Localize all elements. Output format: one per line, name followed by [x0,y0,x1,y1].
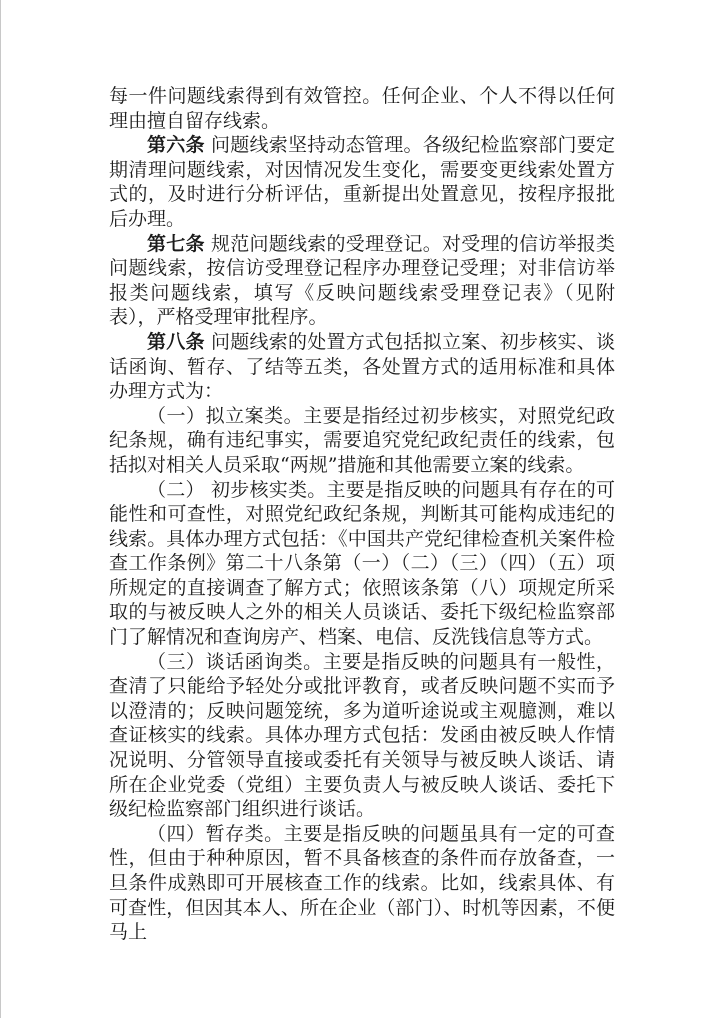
article-6-paragraph [109,133,615,231]
paragraph-text: （三）谈话函询类。主要是指反映的问题具有一般性，查清了只能给予轻处分或批评教育，或者反映问题不实而予以澄清的；反映问题笼统，多为道听途说或主观臆测，难以查证核实的线索。具体办理方式包括：发函由被反映人作情况说明、分管领导直接或委托有关领导与被反映人谈话、请所在企业党委（党组）主要负责人与被反映人谈话、委托下级纪检监察部门组织进行谈话。 [109,650,615,821]
item-4-paragraph [109,822,615,945]
paragraph-text: 规范问题线索的受理登记。对受理的信访举报类问题线索，按信访受理登记程序办理登记受理；对非信访举报类问题线索，填写《反映问题线索受理登记表》（见附表），严格受理审批程序。 [109,232,615,329]
paragraph-continuation [109,84,615,133]
paragraph-text: 问题线索坚持动态管理。各级纪检监察部门要定期清理问题线索，对因情况发生变化，需要变更线索处置方式的，及时进行分析评估，重新提出处置意见，按程序报批后办理。 [109,134,615,230]
paragraph-text: 每一件问题线索得到有效管控。任何企业、个人不得以任何理由擅自留存线索。 [109,85,615,132]
article-number: 第八条 [147,330,205,353]
item-3-paragraph [109,650,615,822]
article-number: 第七条 [147,232,205,255]
paragraph-text: （一）拟立案类。主要是指经过初步核实，对照党纪政纪条规，确有违纪事实，需要追究党纪政纪责任的线索，包括拟对相关人员采取“两规”措施和其他需要立案的线索。 [109,404,615,476]
article-7-paragraph [109,232,615,330]
paragraph-text: （二） 初步核实类。主要是指反映的问题具有存在的可能性和可查性，对照党纪政纪条规，判断其可能构成违纪的线索。具体办理方式包括：《中国共产党纪律检查机关案件检查工作条例》第二十八条第（一）（二）（三）（四）（五）项所规定的直接调查了解方式；依照该条第（八）项规定所采取的与被反映人之外的相关人员谈话、委托下级纪检监察部门了解情况和查询房产、档案、电信、反洗钱信息等方式。 [109,478,615,649]
article-8-paragraph [109,330,615,404]
item-1-paragraph [109,404,615,478]
item-2-paragraph [109,478,615,650]
article-number: 第六条 [147,134,205,157]
document-body [109,84,615,945]
paragraph-text: （四）暂存类。主要是指反映的问题虽具有一定的可查性，但由于种种原因，暂不具备核查的条件而存放备查，一旦条件成熟即可开展核查工作的线索。比如，线索具体、有可查性，但因其本人、所在企业（部门）、时机等因素，不便马上 [109,822,615,944]
paragraph-text: 问题线索的处置方式包括拟立案、初步核实、谈话函询、暂存、了结等五类，各处置方式的适用标准和具体办理方式为： [109,330,615,403]
